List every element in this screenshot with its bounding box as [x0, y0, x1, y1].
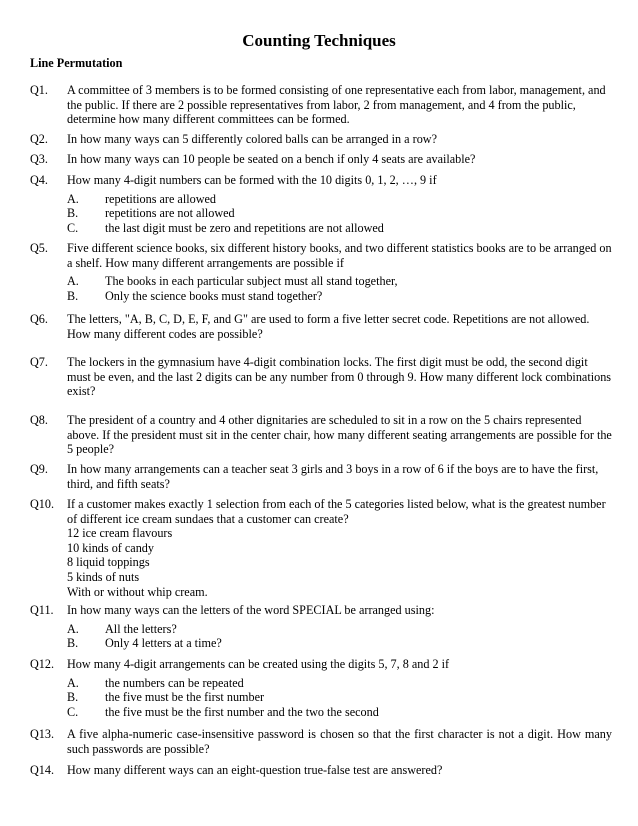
section-heading: Line Permutation	[30, 56, 123, 70]
option-text: the last digit must be zero and repetitions are not allowed	[105, 220, 384, 235]
question-text: In how many ways can the letters of the word SPECIAL be arranged using:	[67, 603, 435, 617]
option-text: the five must be the first number	[105, 690, 265, 705]
category-item: 8 liquid toppings	[67, 555, 150, 570]
question-number: Q6.	[30, 312, 48, 326]
question-number: Q13.	[30, 727, 55, 741]
option-letter: B.	[67, 288, 79, 303]
option-item	[67, 289, 612, 304]
question-number: Q3.	[30, 152, 48, 166]
question-text-main: If a customer makes exactly 1 selection from each of the 5 categories listed below, what is the greatest number of different ice cream sundaes that a customer can create?	[67, 497, 606, 526]
option-text: Only 4 letters at a time?	[105, 636, 222, 651]
option-letter: A.	[67, 621, 79, 636]
option-item	[67, 622, 612, 637]
question-2	[30, 132, 612, 147]
option-text: repetitions are allowed	[105, 191, 216, 206]
question-8	[30, 413, 612, 457]
option-item	[67, 636, 612, 651]
document-title: Counting Techniques	[242, 31, 396, 50]
question-4	[30, 173, 612, 235]
option-letter: A.	[67, 274, 79, 289]
option-text: The books in each particular subject must all stand together,	[105, 274, 398, 289]
question-text: How many 4-digit arrangements can be created using the digits 5, 7, 8 and 2 if	[67, 657, 450, 671]
option-item	[67, 206, 612, 221]
option-list	[67, 676, 612, 720]
option-list	[67, 622, 612, 651]
option-item	[67, 221, 612, 236]
question-text: In how many ways can 10 people be seated on a bench if only 4 seats are available?	[67, 152, 476, 166]
option-letter: B.	[67, 636, 79, 651]
option-letter: C.	[67, 704, 79, 719]
question-10	[30, 497, 612, 599]
question-text: The letters, "A, B, C, D, E, F, and G" are used to form a five letter secret code. Repetitions are not allowed. How many different codes are possible?	[67, 312, 590, 341]
category-item: 12 ice cream flavours	[67, 526, 173, 541]
question-text: The lockers in the gymnasium have 4-digit combination locks. The first digit must be odd, the second digit must be even, and the last 2 digits can be any number from 0 through 9. How many different lock combinations exist?	[67, 355, 612, 399]
option-letter: C.	[67, 220, 79, 235]
question-number: Q11.	[30, 603, 54, 617]
option-item	[67, 274, 612, 289]
option-letter: A.	[67, 191, 79, 206]
question-14	[30, 763, 612, 778]
question-text: Five different science books, six different history books, and two different statistics books are to be arranged on a shelf. How many different arrangements are possible if	[67, 241, 612, 270]
question-text: A committee of 3 members is to be formed consisting of one representative each from labor, management, and the public. If there are 2 possible representatives from labor, 2 from management, and 4 from the public, determine how many different committees can be formed.	[67, 83, 606, 127]
question-number: Q9.	[30, 462, 48, 476]
option-text: repetitions are not allowed	[105, 206, 235, 221]
question-9	[30, 462, 612, 491]
option-list	[67, 274, 612, 303]
option-item	[67, 192, 612, 207]
question-number: Q1.	[30, 83, 48, 97]
question-1	[30, 83, 612, 127]
question-3	[30, 152, 612, 167]
question-13	[30, 727, 612, 756]
question-text: A five alpha-numeric case-insensitive password is chosen so that the first character is not a digit. How many such passwords are possible?	[67, 727, 612, 756]
option-letter: A.	[67, 675, 79, 690]
question-number: Q2.	[30, 132, 48, 146]
question-number: Q10.	[30, 497, 55, 511]
option-list	[67, 192, 612, 236]
question-number: Q8.	[30, 413, 48, 427]
question-number: Q14.	[30, 763, 55, 777]
question-number: Q5.	[30, 241, 48, 255]
option-item	[67, 705, 612, 720]
option-letter: B.	[67, 206, 79, 221]
option-item	[67, 690, 612, 705]
option-letter: B.	[67, 690, 79, 705]
option-text: the five must be the first number and the two the second	[105, 704, 379, 719]
question-text: In how many arrangements can a teacher seat 3 girls and 3 boys in a row of 6 if the boys are to have the first, third, and fifth seats?	[67, 462, 599, 491]
question-number: Q4.	[30, 173, 48, 187]
category-item: 10 kinds of candy	[67, 540, 154, 555]
question-5	[30, 241, 612, 303]
category-item: 5 kinds of nuts	[67, 569, 140, 584]
option-text: Only the science books must stand together?	[105, 288, 323, 303]
option-item	[67, 676, 612, 691]
question-text: The president of a country and 4 other dignitaries are scheduled to sit in a row on the 5 chairs represented above. If the president must sit in the center chair, how many different seating arrangements are possible for the 5 people?	[67, 413, 612, 457]
question-text: How many different ways can an eight-question true-false test are answered?	[67, 763, 443, 777]
question-11	[30, 603, 612, 651]
question-12	[30, 657, 612, 719]
option-text: the numbers can be repeated	[105, 675, 244, 690]
question-6	[30, 312, 612, 341]
question-text: How many 4-digit numbers can be formed with the 10 digits 0, 1, 2, …, 9 if	[67, 173, 437, 187]
question-text	[67, 497, 612, 599]
question-text: In how many ways can 5 differently colored balls can be arranged in a row?	[67, 132, 437, 146]
question-number: Q7.	[30, 355, 48, 369]
question-7	[30, 355, 612, 399]
option-text: All the letters?	[105, 621, 177, 636]
category-item: With or without whip cream.	[67, 584, 208, 599]
question-number: Q12.	[30, 657, 55, 671]
